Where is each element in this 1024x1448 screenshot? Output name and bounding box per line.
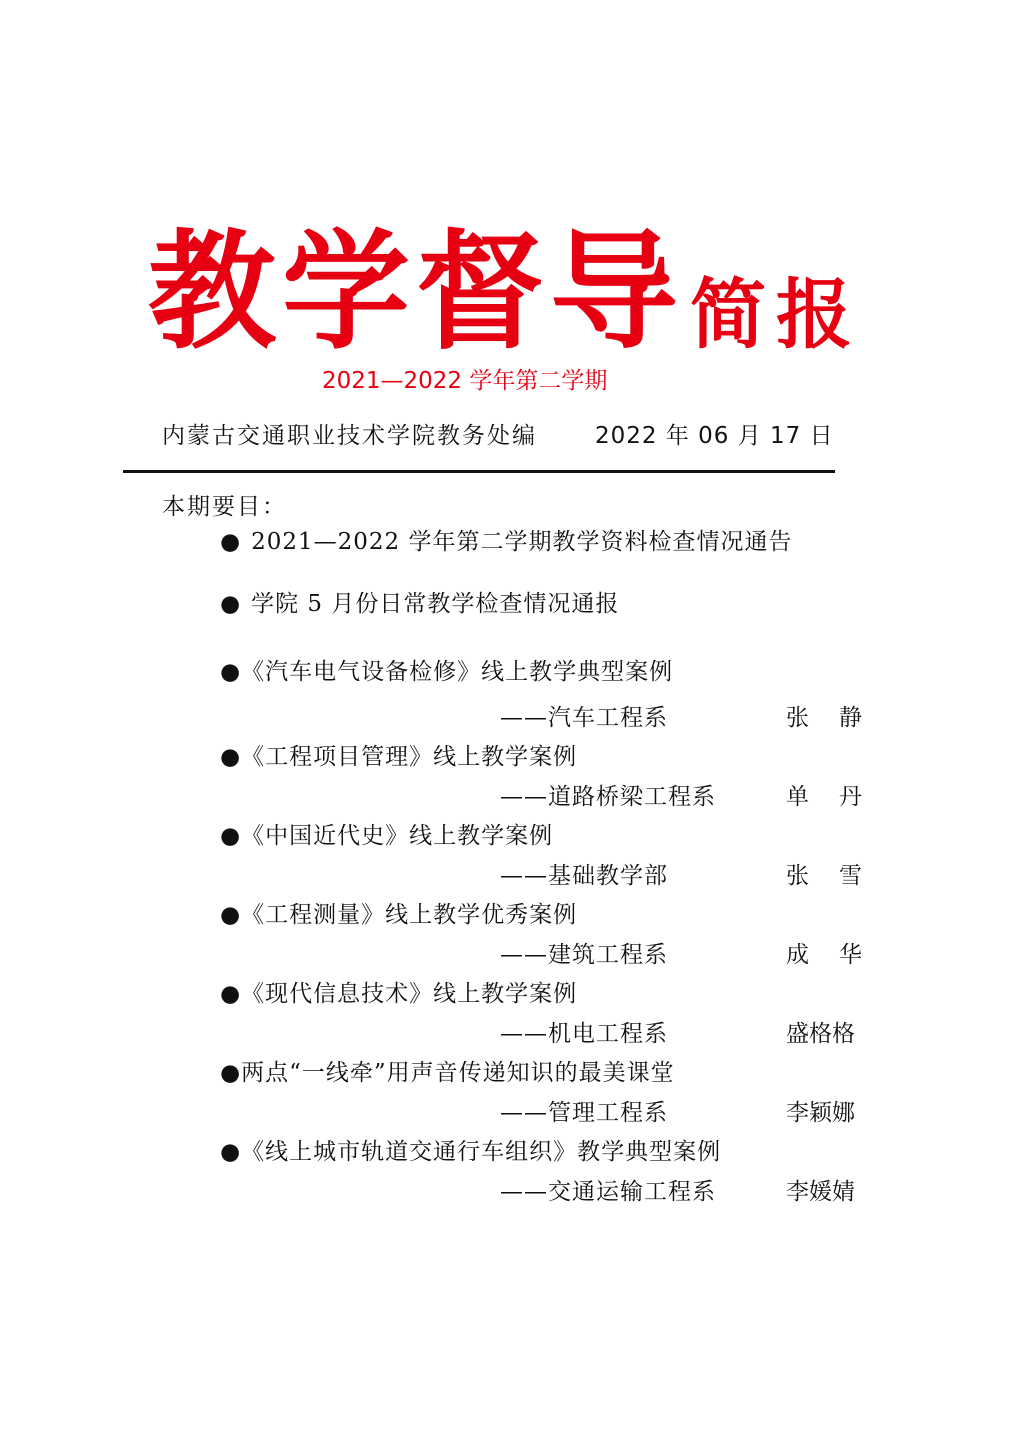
toc-item-author: 李媛婧 — [786, 1179, 855, 1205]
toc-item-title: 《汽车电气设备检修》线上教学典型案例 — [241, 659, 674, 685]
bullet-icon: ● — [220, 1060, 242, 1086]
toc-item-department: ——基础教学部 — [500, 863, 668, 889]
toc-item-department: ——建筑工程系 — [500, 942, 668, 968]
bullet-icon: ● — [220, 591, 242, 617]
toc-item — [220, 1058, 675, 1088]
toc-item-title: 《线上城市轨道交通行车组织》教学典型案例 — [241, 1139, 722, 1165]
toc-item-author: 盛格格 — [786, 1021, 855, 1047]
toc-item-title: 两点“一线牵”用声音传递知识的最美课堂 — [241, 1060, 675, 1086]
toc-item — [220, 979, 577, 1009]
issue-date: 2022 年 06 月 17 日 — [595, 423, 834, 449]
toc-item — [220, 657, 673, 687]
toc-item-title: 学院 5 月份日常教学检查情况通报 — [251, 591, 620, 617]
newsletter-title: 教学督导 — [148, 217, 685, 367]
toc-item — [220, 589, 619, 619]
toc-item-department: ——机电工程系 — [500, 1021, 668, 1047]
toc-item-author: 单 丹 — [786, 784, 862, 810]
toc-item-author: 张 雪 — [786, 863, 862, 889]
toc-item-department: ——汽车工程系 — [500, 705, 668, 731]
bullet-icon: ● — [220, 902, 242, 928]
toc-item-title: 《现代信息技术》线上教学案例 — [241, 981, 578, 1007]
bullet-icon: ● — [220, 744, 242, 770]
toc-item — [220, 900, 577, 930]
toc-item-title: 2021—2022 学年第二学期教学资料检查情况通告 — [251, 529, 793, 555]
toc-item-title: 《工程项目管理》线上教学案例 — [241, 744, 578, 770]
toc-item-title: 《工程测量》线上教学优秀案例 — [241, 902, 578, 928]
toc-item-department: ——交通运输工程系 — [500, 1179, 716, 1205]
academic-term: 2021—2022 学年第二学期 — [322, 368, 608, 394]
toc-item-title: 《中国近代史》线上教学案例 — [241, 823, 554, 849]
newsletter-subtitle: 简报 — [690, 270, 862, 359]
header-divider — [123, 470, 835, 473]
toc-item — [220, 821, 553, 851]
toc-item-department: ——管理工程系 — [500, 1100, 668, 1126]
bullet-icon: ● — [220, 981, 242, 1007]
toc-item-department: ——道路桥梁工程系 — [500, 784, 716, 810]
toc-item-author: 李颖娜 — [786, 1100, 855, 1126]
bullet-icon: ● — [220, 529, 242, 555]
bullet-icon: ● — [220, 659, 242, 685]
masthead — [0, 0, 1024, 449]
bullet-icon: ● — [220, 823, 242, 849]
issuer: 内蒙古交通职业技术学院教务处编 — [162, 423, 537, 449]
toc-item-author: 张 静 — [786, 705, 862, 731]
toc-item — [220, 527, 792, 557]
toc-item — [220, 1137, 721, 1167]
bullet-icon: ● — [220, 1139, 242, 1165]
toc-item-author: 成 华 — [786, 942, 862, 968]
toc-heading: 本期要目： — [162, 494, 287, 520]
toc-item — [220, 742, 577, 772]
